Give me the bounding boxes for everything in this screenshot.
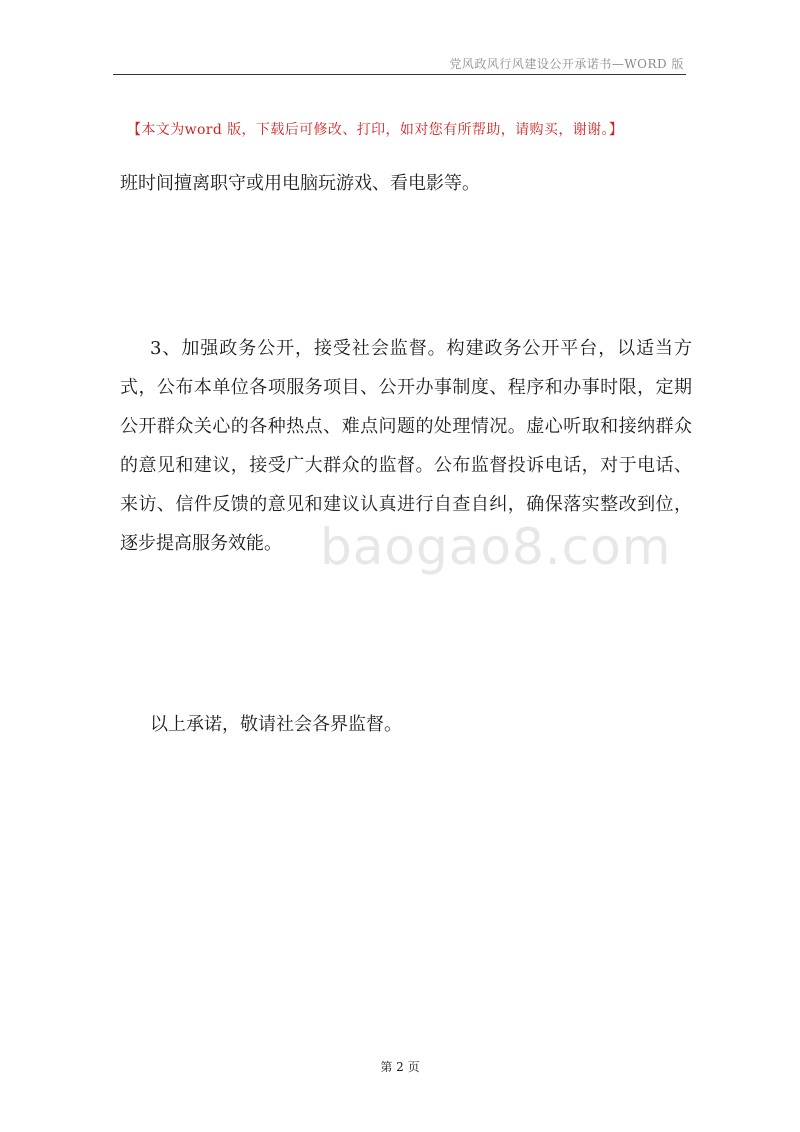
- watermark: baogao8.com: [320, 518, 672, 576]
- paragraph-item-3: 3、加强政务公开，接受社会监督。构建政务公开平台，以适当方式，公布本单位各项服务项目、公开办事制度、程序和办事时限，定期公开群众关心的各种热点、难点问题的处理情况。虚心听取和接纳群众的意见和建议，接受广大群众的监督。公布监督投诉电话，对于电话、来访、信件反馈的意见和建议认真进行自查自纠，确保落实整改到位，逐步提高服务效能。: [120, 338, 692, 554]
- header-divider: [113, 74, 686, 75]
- closing-statement: 以上承诺，敬请社会各界监督。: [150, 714, 402, 735]
- page-number: 第 2 页: [380, 1060, 420, 1074]
- header-title: 党风政风行风建设公开承诺书—WORD 版: [449, 57, 684, 71]
- download-notice: 【本文为word 版，下载后可修改、打印，如对您有所帮助，请购买，谢谢。】: [127, 122, 624, 138]
- paragraph-continuation: 班时间擅离职守或用电脑玩游戏、看电影等。: [120, 173, 480, 194]
